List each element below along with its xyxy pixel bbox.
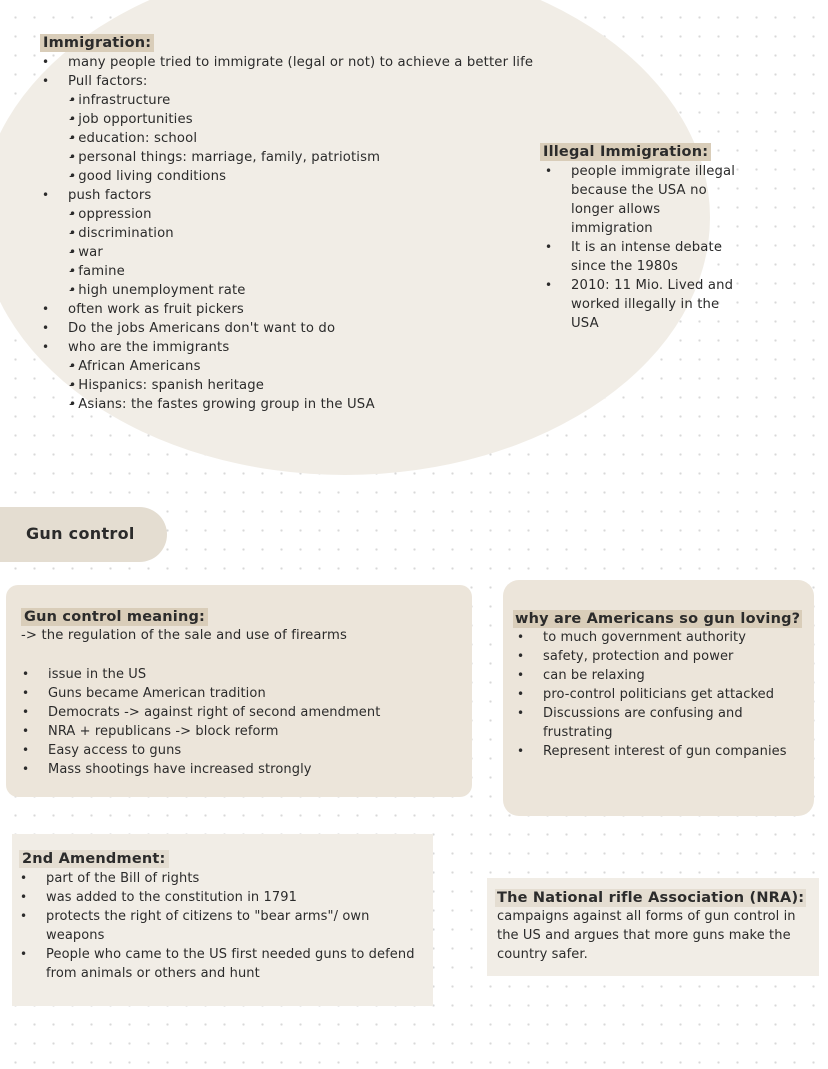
list-item: • Do the jobs Americans don't want to do — [41, 319, 630, 338]
gun-control-definition: -> the regulation of the sale and use of firearms — [21, 628, 347, 643]
gun-control-meaning-box — [6, 585, 472, 797]
list-item: • - education: school — [68, 129, 630, 148]
list-item: • - infrastructure — [68, 91, 630, 110]
list-item: • - high unemployment rate — [68, 281, 630, 300]
list-item: • protects the right of citizens to "bear arms"/ own weapons — [19, 907, 431, 945]
list-item: • often work as fruit pickers — [41, 300, 630, 319]
list-item: • pro-control politicians get attacked — [516, 685, 796, 704]
nra-title: The National rifle Association (NRA): — [497, 890, 805, 906]
list-item: • NRA + republicans -> block reform — [21, 722, 461, 741]
gun-control-meaning-list — [21, 665, 461, 779]
second-amendment-list — [19, 869, 431, 983]
immigration-title: Immigration: — [40, 34, 154, 52]
list-item: • Guns became American tradition — [21, 684, 461, 703]
pull-factors-label: • Pull factors: — [68, 74, 148, 89]
list-item: • Easy access to guns — [21, 741, 461, 760]
list-item: • - oppression — [68, 205, 630, 224]
list-item: • people immigrate illegal because the USA no longer allows immigration — [544, 162, 740, 238]
list-item: • - famine — [68, 262, 630, 281]
list-item: • - discrimination — [68, 224, 630, 243]
why-gun-loving-title: why are Americans so gun loving? — [515, 611, 801, 627]
list-item: • - African Americans — [68, 357, 630, 376]
list-item: • to much government authority — [516, 628, 796, 647]
why-gun-loving-box — [503, 580, 814, 816]
gun-control-label-text: Gun control — [26, 524, 135, 543]
why-gun-loving-list — [516, 628, 796, 761]
list-item: • Discussions are confusing and frustrating — [516, 704, 796, 742]
list-item: • Represent interest of gun companies — [516, 742, 796, 761]
list-item: • 2010: 11 Mio. Lived and worked illegally in the USA — [544, 276, 740, 333]
list-item: • - personal things: marriage, family, patriotism — [68, 148, 630, 167]
list-item: • many people tried to immigrate (legal or not) to achieve a better life — [41, 53, 630, 72]
list-item: • Mass shootings have increased strongly — [21, 760, 461, 779]
nra-text: campaigns against all forms of gun control in the US and argues that more guns make the country safer. — [497, 909, 796, 962]
list-item: • - good living conditions — [68, 167, 630, 186]
list-item: • - Hispanics: spanish heritage — [68, 376, 630, 395]
illegal-immigration-list — [544, 162, 740, 333]
push-factors-label: • push factors — [68, 188, 152, 203]
list-item — [41, 338, 630, 414]
illegal-immigration-title: Illegal Immigration: — [540, 143, 711, 161]
illegal-immigration-section — [540, 141, 740, 333]
list-item: • - Asians: the fastes growing group in the USA — [68, 395, 630, 414]
immigrants-label: • who are the immigrants — [68, 340, 230, 355]
list-item: • People who came to the US first needed guns to defend from animals or others and hunt — [19, 945, 431, 983]
list-item: • issue in the US — [21, 665, 461, 684]
immigrants-list — [68, 357, 630, 414]
nra-box — [487, 878, 819, 976]
gun-control-label — [0, 507, 167, 562]
list-item: • can be relaxing — [516, 666, 796, 685]
list-item: • It is an intense debate since the 1980s — [544, 238, 740, 276]
list-item: • - war — [68, 243, 630, 262]
list-item: • was added to the constitution in 1791 — [19, 888, 431, 907]
second-amendment-title: 2nd Amendment: — [19, 850, 169, 868]
second-amendment-box — [12, 834, 433, 1006]
list-item: • - job opportunities — [68, 110, 630, 129]
list-item: • Democrats -> against right of second amendment — [21, 703, 461, 722]
gun-control-meaning-title: Gun control meaning: — [21, 608, 208, 626]
list-item: • safety, protection and power — [516, 647, 796, 666]
list-item: • part of the Bill of rights — [19, 869, 431, 888]
